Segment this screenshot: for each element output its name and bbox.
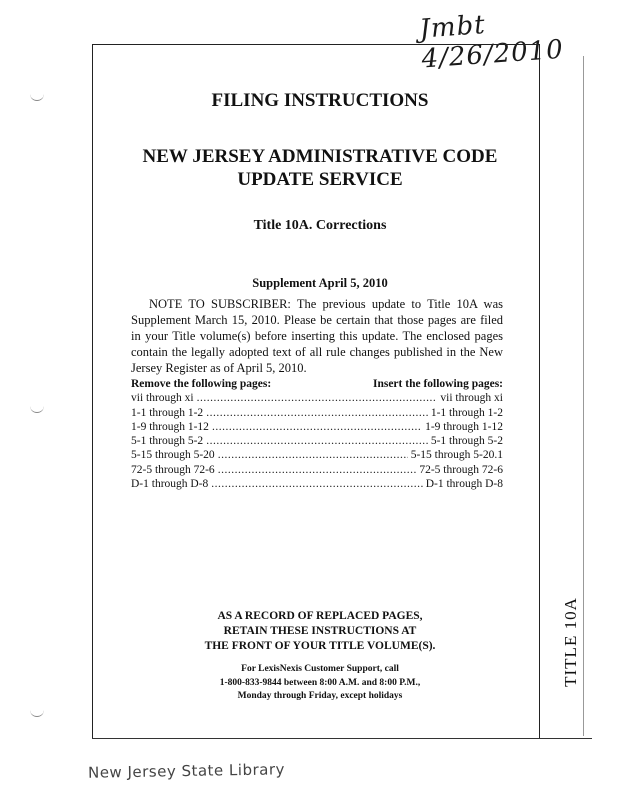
insert-cell: vii through xi	[440, 392, 503, 405]
dot-leader	[211, 477, 422, 491]
table-row	[131, 420, 503, 434]
dot-leader	[212, 420, 422, 434]
page-border-top	[92, 44, 539, 45]
punch-hole-mark-top	[30, 92, 44, 101]
dot-leader	[218, 448, 408, 462]
remove-header: Remove the following pages:	[131, 378, 272, 390]
subscriber-note: NOTE TO SUBSCRIBER: The previous update to Title 10A was Supplement March 15, 2010. Please be certain that those pages are filed in your Title volume(s) before inserting this update. The enclosed pages contain the legally adopted text of all rule changes published in the New Jersey Register as of April 5, 2010.	[131, 297, 503, 375]
title-tab-label: TITLE 10A	[561, 597, 580, 687]
support-line1: For LexisNexis Customer Support, call	[241, 664, 399, 674]
support-phone-hours: 1-800-833-9844 between 8:00 A.M. and 8:00 P.M.,	[219, 677, 421, 688]
dot-leader	[206, 434, 428, 448]
insert-cell: 5-15 through 5-20.1	[410, 449, 503, 462]
punch-hole-mark-bottom	[30, 708, 44, 717]
document-title: FILING INSTRUCTIONS	[211, 90, 429, 111]
table-row	[131, 448, 503, 462]
record-notice-line1: AS A RECORD OF REPLACED PAGES,	[217, 610, 423, 622]
remove-cell: 1-1 through 1-2	[131, 406, 204, 419]
remove-cell: 1-9 through 1-12	[131, 420, 209, 433]
code-title-line2: UPDATE SERVICE	[237, 169, 403, 190]
title-subtitle: Title 10A. Corrections	[253, 218, 387, 233]
table-row	[131, 391, 503, 405]
record-notice-line3: THE FRONT OF YOUR TITLE VOLUME(S).	[204, 640, 436, 652]
remove-cell: vii through xi	[131, 392, 194, 405]
dot-leader	[197, 391, 438, 405]
record-notice	[150, 609, 490, 654]
remove-cell: 5-1 through 5-2	[131, 435, 204, 448]
page-border-bottom	[92, 738, 592, 739]
dot-leader	[218, 463, 417, 477]
support-days: Monday through Friday, except holidays	[237, 691, 403, 701]
page-border-right	[539, 44, 540, 738]
pages-table	[131, 377, 503, 491]
table-row	[131, 477, 503, 491]
table-row	[131, 406, 503, 420]
page-border-left	[92, 44, 93, 738]
customer-support-info	[150, 663, 490, 704]
remove-cell: 5-15 through 5-20	[131, 449, 215, 462]
tab-edge-line	[583, 56, 584, 736]
record-notice-line2: RETAIN THESE INSTRUCTIONS AT	[223, 625, 417, 637]
library-stamp: New Jersey State Library	[87, 760, 286, 782]
insert-header: Insert the following pages:	[372, 378, 503, 390]
table-row	[131, 434, 503, 448]
handwritten-date-note: Jmbt 4/26/2010	[418, 10, 565, 75]
insert-cell: 1-1 through 1-2	[430, 406, 503, 419]
insert-cell: 72-5 through 72-6	[419, 463, 503, 476]
remove-cell: D-1 through D-8	[131, 478, 209, 491]
punch-hole-mark-middle	[30, 404, 44, 413]
code-title	[110, 145, 530, 191]
insert-cell: 5-1 through 5-2	[430, 435, 503, 448]
dot-leader	[206, 406, 428, 420]
insert-cell: 1-9 through 1-12	[425, 420, 503, 433]
code-title-line1: NEW JERSEY ADMINISTRATIVE CODE	[142, 146, 498, 167]
table-row	[131, 463, 503, 477]
insert-cell: D-1 through D-8	[425, 478, 503, 491]
remove-cell: 72-5 through 72-6	[131, 463, 215, 476]
supplement-date: Supplement April 5, 2010	[252, 276, 388, 290]
pages-table-header	[131, 377, 503, 391]
